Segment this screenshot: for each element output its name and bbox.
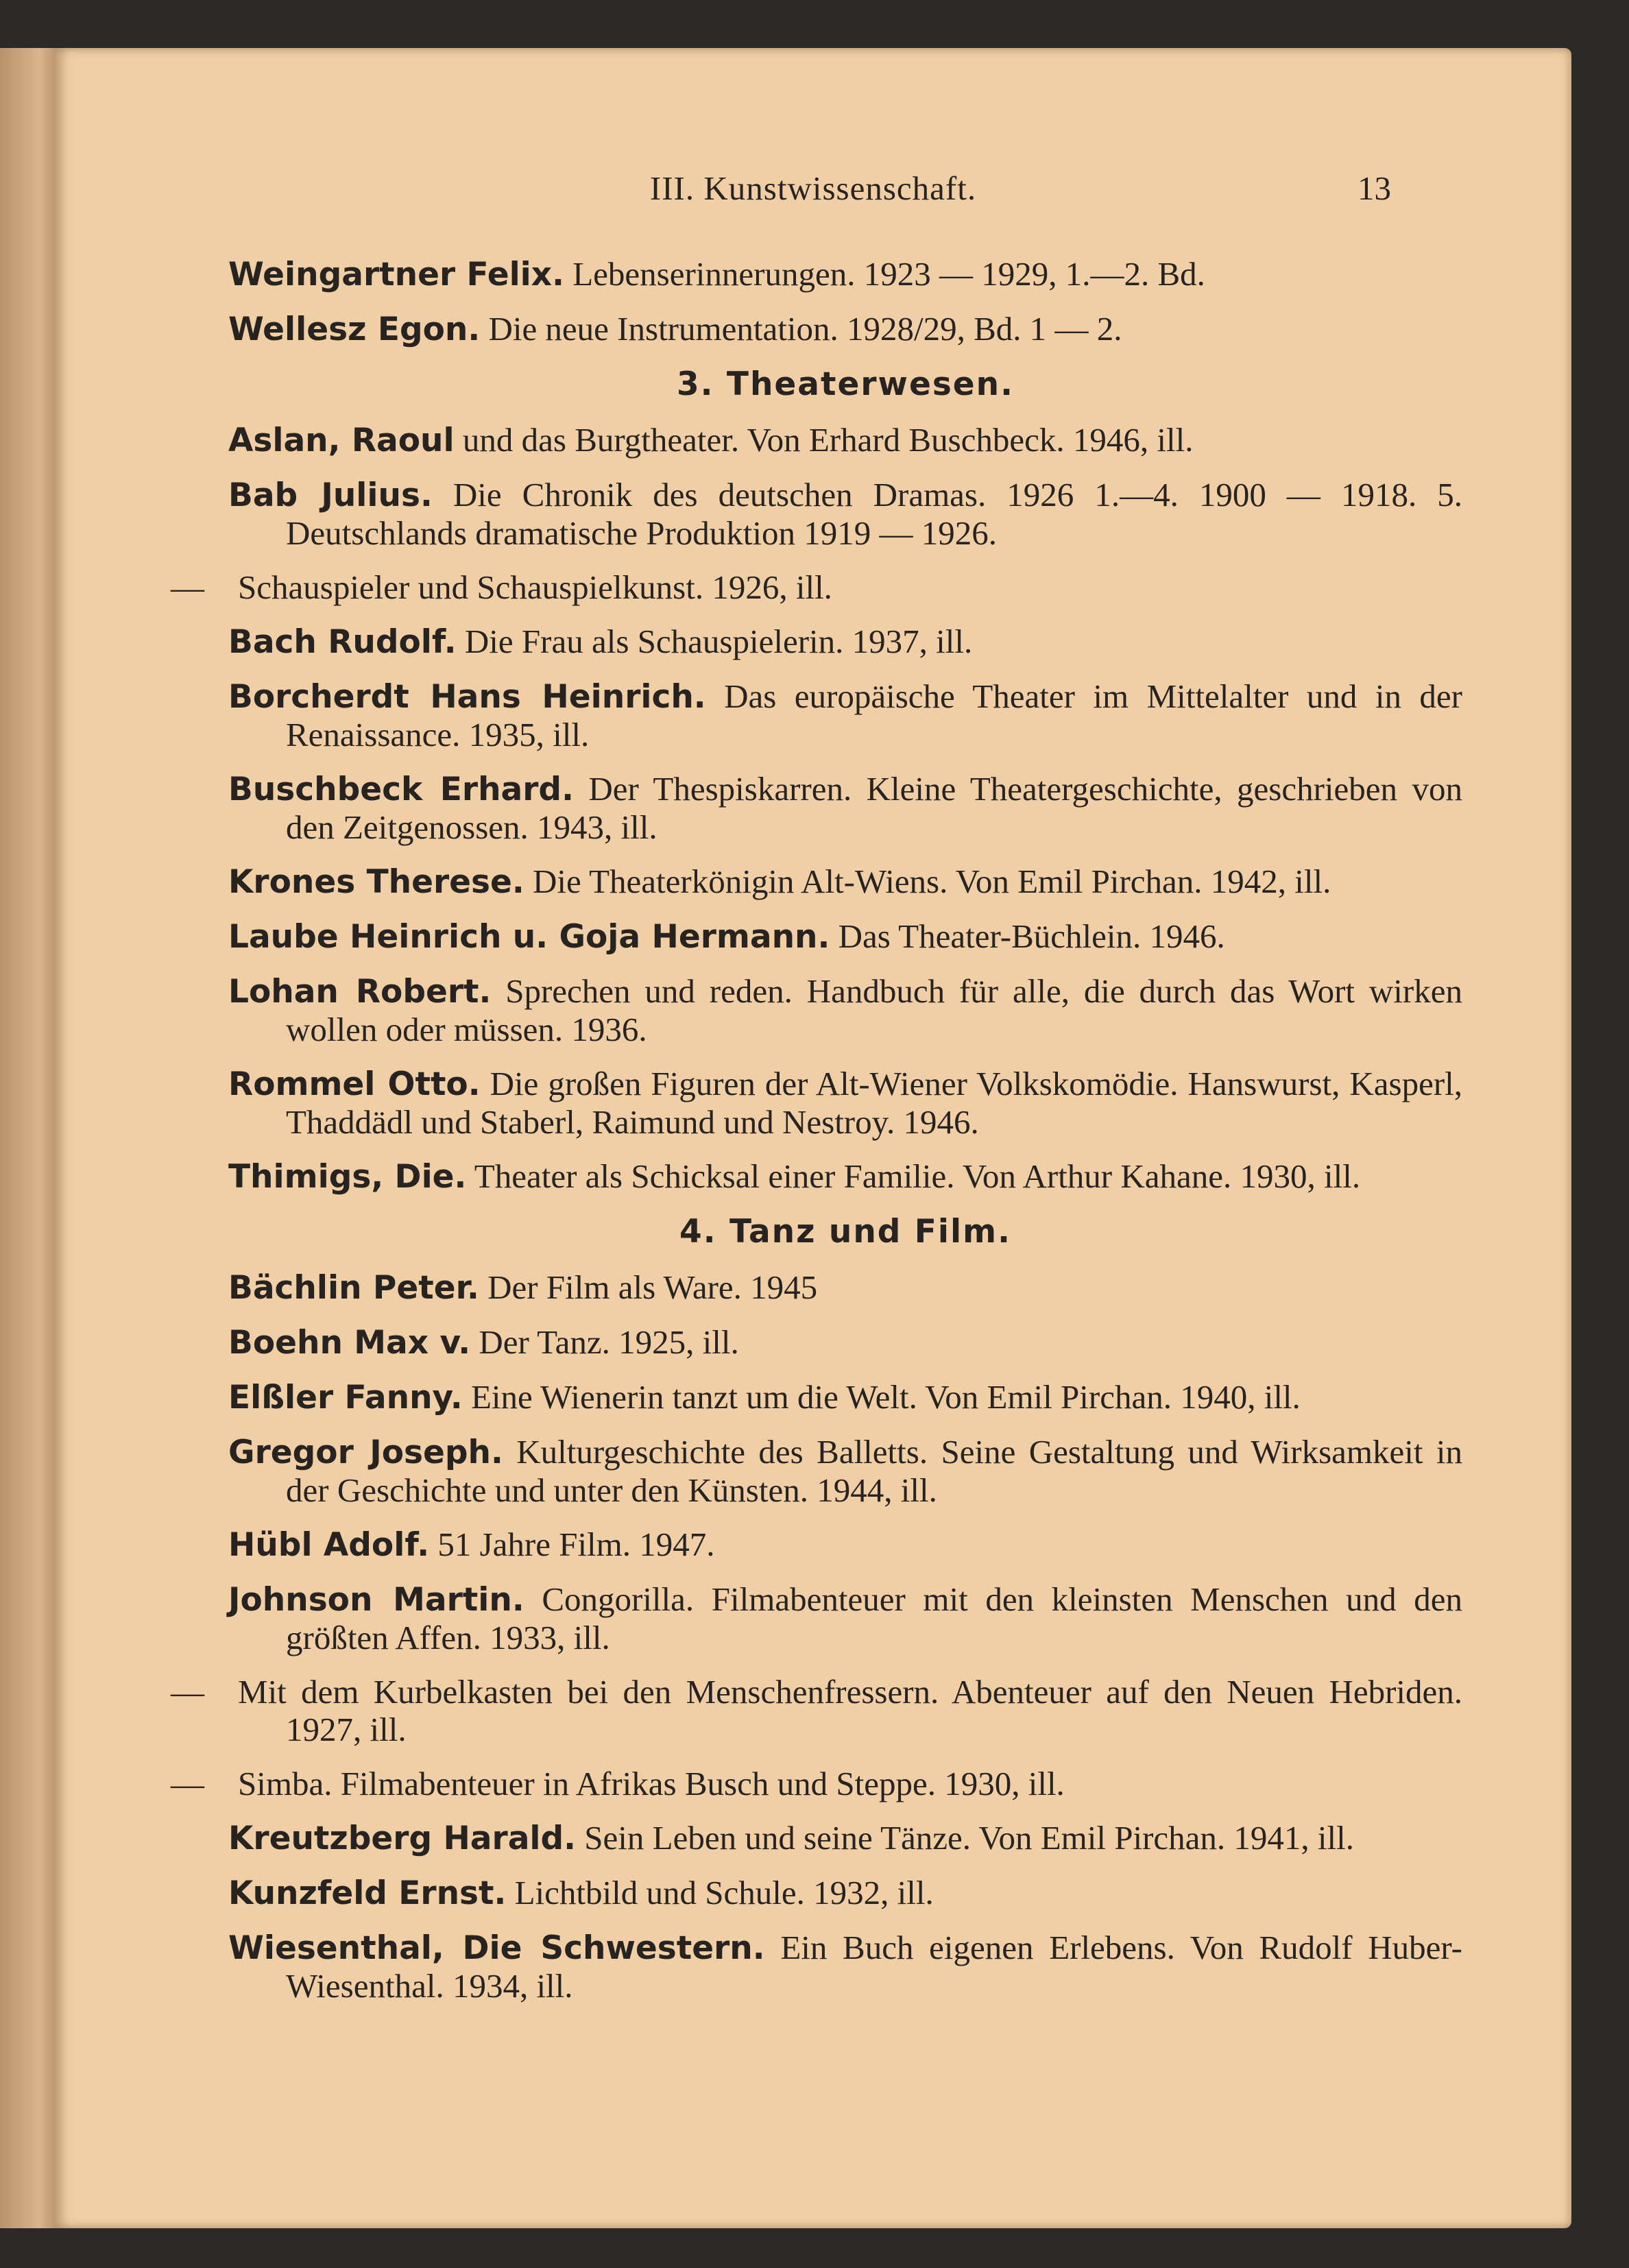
bibliography-entry xyxy=(228,972,1462,1048)
bibliography-list xyxy=(171,255,1463,2021)
entry-text: Die Chronik des deutschen Dramas. 1926 1.—4. 1900 — 1918. 5. Deutschlands dramatische Produktion 1919 — 1926. xyxy=(286,476,1462,552)
section-heading-theaterwesen: 3. Theaterwesen. xyxy=(676,365,1015,403)
entry-author: Hübl Adolf. xyxy=(228,1526,430,1564)
entry-text: und das Burgtheater. Von Erhard Buschbeck. 1946, ill. xyxy=(462,421,1194,459)
entry-author: Thimigs, Die. xyxy=(228,1158,467,1196)
bibliography-entry: — Simba. Filmabenteuer in Afrikas Busch und Steppe. 1930, ill. xyxy=(171,1765,1065,1802)
entry-author: Borcherdt Hans Heinrich. xyxy=(228,678,706,716)
entry-text: Kulturgeschichte des Balletts. Seine Gestaltung und Wirksamkeit in der Geschichte und unter den Künsten. 1944, ill. xyxy=(286,1433,1462,1509)
entry-text: Eine Wienerin tanzt um die Welt. Von Emil Pirchan. 1940, ill. xyxy=(470,1378,1301,1416)
bibliography-entry xyxy=(228,917,1462,956)
entry-text: Theater als Schicksal einer Familie. Von Arthur Kahane. 1930, ill. xyxy=(474,1157,1361,1195)
bibliography-entry xyxy=(228,1874,1462,1912)
bibliography-entry xyxy=(228,1525,1462,1564)
entry-author: Laube Heinrich u. Goja Hermann. xyxy=(228,918,830,956)
entry-author: Johnson Martin. xyxy=(228,1581,524,1619)
book-page xyxy=(55,48,1571,2228)
entry-text: Schauspieler und Schauspielkunst. 1926, ill. xyxy=(238,568,832,606)
bibliography-entry xyxy=(228,255,1462,293)
entry-author: Buschbeck Erhard. xyxy=(228,771,574,808)
bibliography-entry xyxy=(228,1065,1462,1141)
bibliography-entry: — Mit dem Kurbelkasten bei den Menschenfressern. Abenteuer auf den Neuen Hebriden. 1927, ill. xyxy=(171,1673,1462,1748)
entry-text: Lebenserinnerungen. 1923 — 1929, 1.—2. Bd. xyxy=(572,255,1205,293)
bibliography-entry xyxy=(228,1157,1462,1196)
bibliography-entry xyxy=(228,1378,1462,1416)
entry-text: 51 Jahre Film. 1947. xyxy=(437,1525,715,1563)
entry-text: Simba. Filmabenteuer in Afrikas Busch und Steppe. 1930, ill. xyxy=(238,1765,1065,1802)
entry-text: Congorilla. Filmabenteuer mit den kleinsten Menschen und den größten Affen. 1933, ill. xyxy=(286,1580,1463,1656)
entry-author: Rommel Otto. xyxy=(228,1065,481,1103)
entry-text: Die neue Instrumentation. 1928/29, Bd. 1 — 2. xyxy=(488,310,1122,348)
entry-author: Krones Therese. xyxy=(228,863,524,901)
entry-text: Der Film als Ware. 1945 xyxy=(487,1268,818,1306)
bibliography-entry xyxy=(228,1929,1462,2005)
bibliography-entry: — Schauspieler und Schauspielkunst. 1926, ill. xyxy=(171,568,832,606)
bibliography-entry xyxy=(228,677,1462,753)
entry-text: Die Theaterkönigin Alt-Wiens. Von Emil Pirchan. 1942, ill. xyxy=(532,862,1331,900)
entry-text: Das europäische Theater im Mittelalter und in der Renaissance. 1935, ill. xyxy=(286,677,1462,753)
bibliography-entry xyxy=(228,1268,1462,1307)
entry-text: Die Frau als Schauspielerin. 1937, ill. xyxy=(464,623,973,660)
entry-author: Bab Julius. xyxy=(228,476,433,514)
bibliography-entry xyxy=(228,421,1462,459)
page-number: 13 xyxy=(1358,169,1391,207)
bibliography-entry xyxy=(228,1819,1462,1857)
entry-text: Lichtbild und Schule. 1932, ill. xyxy=(514,1874,934,1911)
entry-author: Bächlin Peter. xyxy=(228,1269,479,1307)
entry-author: Wiesenthal, Die Schwestern. xyxy=(228,1929,765,1967)
entry-author: Kunzfeld Ernst. xyxy=(228,1874,507,1912)
entry-author: Wellesz Egon. xyxy=(228,311,481,348)
entry-author: Bach Rudolf. xyxy=(228,623,457,661)
running-title: III. Kunstwissenschaft. xyxy=(649,169,977,207)
entry-text: Ein Buch eigenen Erlebens. Von Rudolf Huber-Wiesenthal. 1934, ill. xyxy=(286,1929,1462,2005)
bibliography-entry xyxy=(228,623,1462,661)
entry-author: Weingartner Felix. xyxy=(228,256,564,293)
entry-text: Die großen Figuren der Alt-Wiener Volkskomödie. Hanswurst, Kasperl, Thaddädl und Staberl, Raimund und Nestroy. 1946. xyxy=(286,1065,1462,1141)
entry-author: Gregor Joseph. xyxy=(228,1434,503,1471)
entry-text: Der Tanz. 1925, ill. xyxy=(479,1323,739,1361)
entry-author: Boehn Max v. xyxy=(228,1324,471,1362)
bibliography-entry xyxy=(228,310,1462,348)
entry-text: Der Thespiskarren. Kleine Theatergeschichte, geschrieben von den Zeitgenossen. 1943, ill. xyxy=(286,770,1462,846)
bibliography-entry xyxy=(228,1433,1462,1509)
entry-author: Elßler Fanny. xyxy=(228,1379,463,1416)
bibliography-entry xyxy=(228,1580,1462,1656)
entry-text: Sein Leben und seine Tänze. Von Emil Pirchan. 1941, ill. xyxy=(584,1819,1355,1857)
entry-text: Das Theater-Büchlein. 1946. xyxy=(838,917,1225,955)
bibliography-entry xyxy=(228,770,1462,846)
entry-text: Sprechen und reden. Handbuch für alle, die durch das Wort wirken wollen oder müssen. 1936. xyxy=(286,972,1462,1048)
section-heading-tanz-und-film: 4. Tanz und Film. xyxy=(679,1213,1011,1251)
entry-author: Aslan, Raoul xyxy=(228,422,455,459)
bibliography-entry xyxy=(228,1323,1462,1362)
bibliography-entry xyxy=(228,862,1462,901)
bibliography-entry xyxy=(228,476,1462,552)
entry-author: Kreutzberg Harald. xyxy=(228,1820,577,1857)
entry-author: Lohan Robert. xyxy=(228,973,492,1011)
entry-text: Mit dem Kurbelkasten bei den Menschenfressern. Abenteuer auf den Neuen Hebriden. 1927, ill. xyxy=(238,1673,1462,1748)
